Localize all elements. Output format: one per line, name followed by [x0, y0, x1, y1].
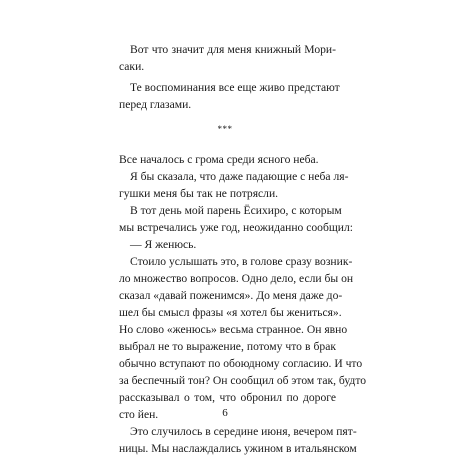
- paragraph-top-1: [119, 41, 336, 75]
- text-line: — Я женюсь.: [130, 238, 197, 251]
- top-text-block: [119, 41, 340, 113]
- paragraph-5: [119, 253, 367, 423]
- text-line: Это случилось в середине июня, вечером пят-: [130, 425, 357, 438]
- paragraph-top-2: [119, 79, 340, 113]
- text-line: Все началось с грома среди ясного неба.: [119, 153, 319, 166]
- text-line: В тот день мой парень Ёсихиро, с которым: [130, 204, 342, 217]
- paragraph-2: [119, 168, 349, 202]
- text-line: гушки меня бы так не потрясли.: [119, 187, 279, 200]
- text-line: Я бы сказала, что даже падающие с неба ля-: [130, 170, 349, 183]
- text-line: обычно вступают по обоюдному согласию. И что: [119, 357, 363, 370]
- text-line: ло множество вопросов. Одно дело, если бы он: [119, 272, 354, 285]
- text-line: перед глазами.: [119, 98, 192, 111]
- text-line: саки.: [119, 60, 145, 73]
- text-line: мы встречались уже год, неожиданно сообщил:: [119, 221, 354, 234]
- text-line: сто йен.: [119, 408, 159, 421]
- text-line: сказал «давай поженимся». До меня даже до-: [119, 289, 343, 302]
- text-line: Но слово «женюсь» весьма странное. Он явно: [119, 323, 348, 336]
- page-number: 6: [222, 407, 228, 419]
- text-line: шел бы смысл фразы «я хотел бы жениться».: [119, 306, 342, 319]
- paragraph-3: [119, 202, 354, 236]
- text-line: рассказывал о том, что обронил по дороге: [119, 391, 336, 404]
- text-line: ницы. Мы наслаждались ужином в итальянском: [119, 442, 357, 455]
- text-line: за беспечный тон? Он сообщил об этом так, будто: [119, 374, 367, 387]
- text-line: Стоило услышать это, в голове сразу возник-: [130, 255, 353, 268]
- text-line: выбрал не то выражение, потому что в брак: [119, 340, 336, 353]
- text-line: Те воспоминания все еще живо предстают: [130, 81, 340, 94]
- text-line: Вот что значит для меня книжный Мори-: [130, 43, 336, 56]
- section-divider: ***: [217, 124, 233, 134]
- paragraph-4: [119, 236, 336, 253]
- paragraph-1: [119, 151, 336, 168]
- paragraph-6: [119, 423, 357, 457]
